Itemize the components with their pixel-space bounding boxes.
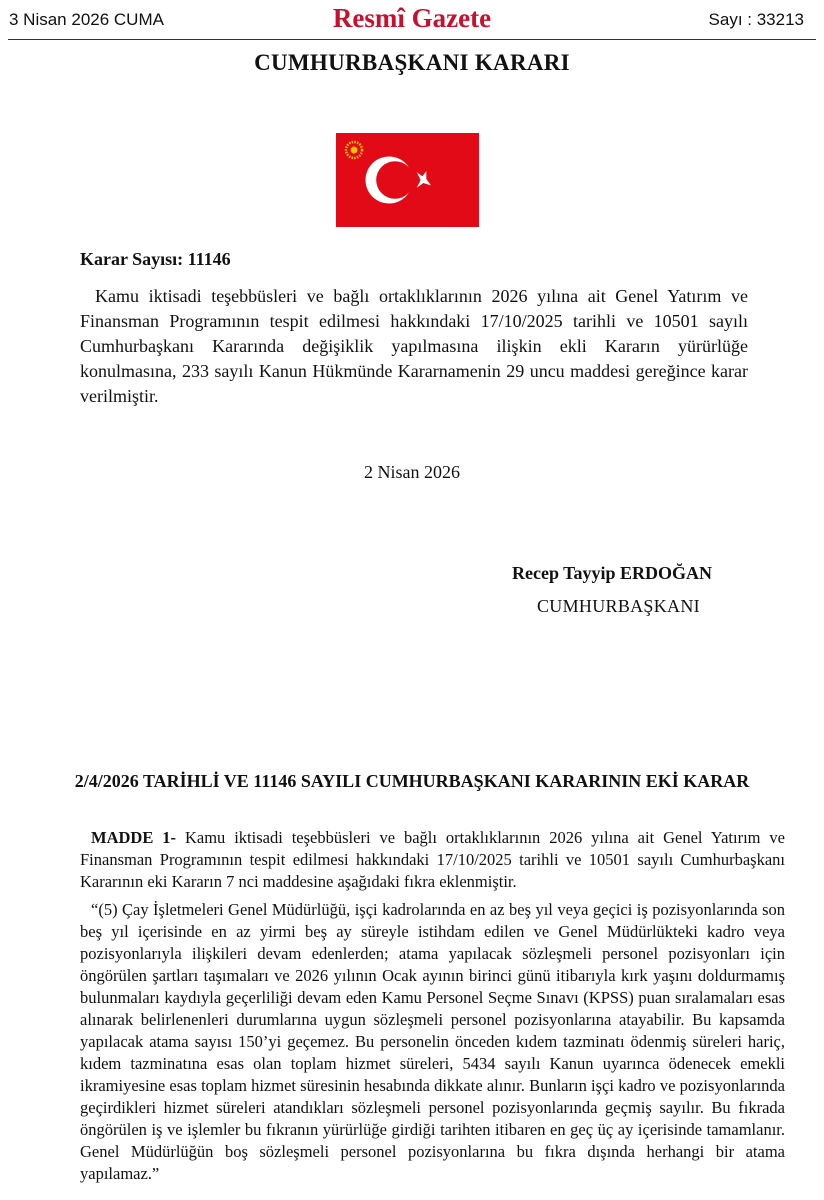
gazette-name: Resmî Gazete — [332, 3, 492, 33]
article-1 — [80, 827, 785, 893]
signatory-title: CUMHURBAŞKANI — [537, 596, 700, 616]
issue-number: Sayı : 33213 — [708, 10, 804, 29]
preamble-paragraph: Kamu iktisadi teşebbüsleri ve bağlı ortaklıklarının 2026 yılına ait Genel Yatırım ve Finansman Programının tespit edilmesi hakkındaki 17/10/2025 tarihli ve 10501 sayılı Cumhurbaşkanı Kararında değişiklik yapılmasına ilişkin ekli Kararın yürürlüğe konulmasına, 233 sayılı Kanun Hükmünde Kararnamenin 29 uncu maddesi gereğince karar verilmiştir. — [80, 286, 748, 406]
turkish-flag-icon — [336, 133, 479, 227]
signatory-name: Recep Tayyip ERDOĞAN — [512, 563, 713, 583]
decision-number: Karar Sayısı: 11146 — [80, 249, 231, 269]
header-date: 3 Nisan 2026 CUMA — [9, 10, 164, 29]
signing-date: 2 Nisan 2026 — [364, 462, 460, 482]
quoted-paragraph: “(5) Çay İşletmeleri Genel Müdürlüğü, işçi kadrolarında en az beş yıl veya geçici iş pozisyonlarında son beş yıl içerisinde en az yirmi beş ay süreyle istihdam edilen ve Genel Müdürlükteki kadro veya pozisyonlarıyla ilişkileri devam edenlerden; atama yapılacak sözleşmeli personel pozisyonları için öngörülen şartları taşımaları ve 2026 yılının Ocak ayının birinci günü itibarıyla kırk yaşını doldurmamış bulunmaları kaydıyla geçerliliği devam eden Kamu Personel Seçme Sınavı (KPSS) puan sıralamaları esas alınarak belirlenenleri durumlarına uygun sözleşmeli personel pozisyonlarına atayabilir. Bu kapsamda yapılacak atama sayısı 150’yi geçemez. Bu personelin önceden kıdem tazminatı ödenmiş süreleri hariç, kıdem tazminatına esas olan toplam hizmet süreleri, 5434 sayılı Kanun uyarınca ödenecek emekli ikramiyesine esas toplam hizmet süresinin hesabında dikkate alınır. Bunların işçi kadro ve pozisyonlarında geçirdikleri hizmet süreleri atandıkları sözleşmeli personel pozisyonlarında geçmiş sayılır. Bu fıkrada öngörülen iş ve işlemler bu fıkranın yürürlüğe girdiği tarihten itibaren en geç üç ay içerisinde tamamlanır. Genel Müdürlüğün boş sözleşmeli personel pozisyonlarına bu fıkra dışında herhangi bir atama yapılamaz.” — [80, 900, 785, 1183]
document-title: CUMHURBAŞKANI KARARI — [254, 50, 570, 75]
annex-title: 2/4/2026 TARİHLİ VE 11146 SAYILI CUMHURBAŞKANI KARARININ EKİ KARAR — [74, 771, 750, 791]
article-label: MADDE 1- — [91, 828, 177, 847]
header-rule — [8, 39, 816, 40]
article-text: Kamu iktisadi teşebbüsleri ve bağlı ortaklıklarının 2026 yılına ait Genel Yatırım ve Finansman Programının tespit edilmesi hakkındaki 17/10/2025 tarihli ve 10501 sayılı Cumhurbaşkanı Kararının eki Kararın 7 nci maddesine aşağıdaki fıkra eklenmiştir. — [80, 828, 785, 891]
